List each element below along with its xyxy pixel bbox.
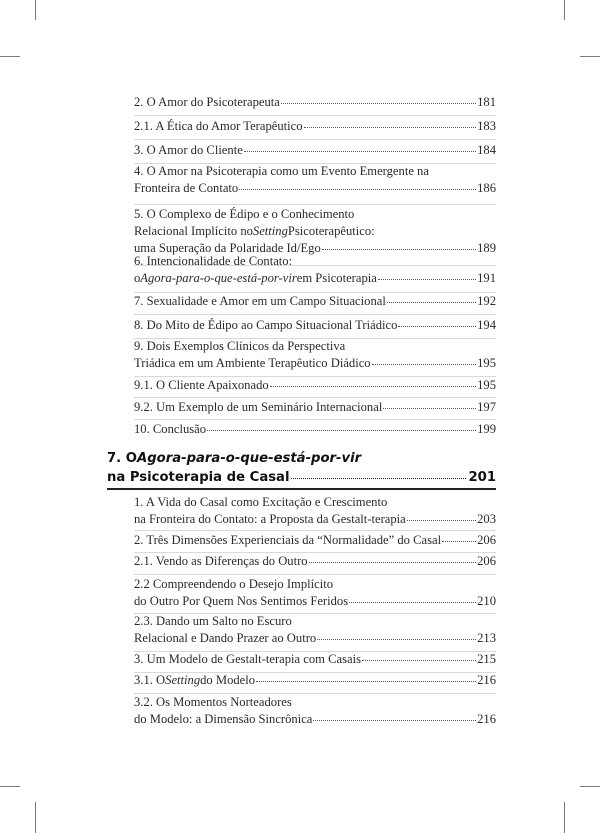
toc-page-number: 192 [477,294,496,308]
toc-entry-title: Psicoterapêutico: [287,224,375,238]
toc-entry-title: Relacional Implícito no [134,224,253,238]
toc-entry-title: 2.2 Compreendendo o Desejo Implícito [134,577,334,591]
toc-entry-title: Relacional e Dando Prazer ao Outro [134,631,317,645]
chapter-page-number: 201 [468,470,496,485]
toc-page-number: 195 [477,378,496,392]
toc-entry [134,206,496,257]
toc-entry [134,553,496,570]
toc-page-number: 194 [477,318,496,332]
toc-entry [134,399,496,416]
toc-entry-title: na Fronteira do Contato: a Proposta da Gestalt-terapia [134,512,406,526]
toc-page-number: 210 [477,594,496,608]
toc-entry-title: do Modelo [200,673,256,687]
toc-entry-title: 5. O Complexo de Édipo e o Conhecimento [134,207,355,221]
toc-entry-title: 3.2. Os Momentos Norteadores [134,695,292,709]
toc-italic-term: Agora-para-o-que-está-por-vir [140,271,297,285]
chapter-prefix: 7. O [107,451,137,466]
toc-entry [134,163,496,197]
toc-entry-title: Triádica em um Ambiente Terapêutico Diádico [134,356,371,370]
toc-entry [134,651,496,668]
toc-page-number: 191 [477,271,496,285]
toc-entry [134,142,496,159]
toc-entry-title: 4. O Amor na Psicoterapia como um Evento Emergente na [134,164,429,178]
toc-entry-title: 3.1. O [134,673,166,687]
toc-entry-title: 3. O Amor do Cliente [134,143,243,157]
toc-italic-term: Setting [165,673,201,687]
crop-mark [580,56,600,57]
toc-entry-title: 2.1. A Ética do Amor Terapêutico [134,119,303,133]
toc-page-number: 189 [477,241,496,255]
toc-page-number: 197 [477,400,496,414]
toc-entry-title: em Psicoterapia [296,271,377,285]
toc-page-number: 216 [477,712,496,726]
toc-entry-title: 9.1. O Cliente Apaixonado [134,378,269,392]
toc-entry-title: 1. A Vida do Casal como Excitação e Crescimento [134,495,388,509]
toc-entry [134,532,496,549]
toc-entry-title: 2. O Amor do Psicoterapeuta [134,95,280,109]
toc-page-number: 203 [477,512,496,526]
toc-page-number: 213 [477,631,496,645]
toc-entry [134,317,496,334]
toc-entry-title: 7. Sexualidade e Amor em um Campo Situacional [134,294,386,308]
crop-mark [35,0,36,20]
toc-entry-title: 2.3. Dando um Salto no Escuro [134,614,292,628]
toc-page-number: 206 [477,554,496,568]
toc-page-number: 186 [477,181,496,195]
toc-italic-term: Setting [252,224,288,238]
toc-entry-title: 6. Intencionalidade de Contato: [134,254,293,268]
toc-entry [134,576,496,610]
toc-entry [134,94,496,111]
toc-entry-title: o [134,271,141,285]
toc-entry [134,613,496,647]
toc-entry [134,253,496,287]
toc-entry-title: 8. Do Mito de Édipo ao Campo Situacional Triádico [134,318,398,332]
chapter-rule [107,488,496,490]
crop-mark [35,802,36,833]
toc-entry-title: Fronteira de Contato [134,181,239,195]
toc-entry [134,694,496,728]
toc-page-number: 215 [477,652,496,666]
toc-entry-title: 3. Um Modelo de Gestalt-terapia com Casais [134,652,361,666]
crop-mark [564,0,565,20]
toc-page-number: 216 [477,673,496,687]
crop-mark [0,56,20,57]
toc-entry-title: 2. Três Dimensões Experienciais da “Normalidade” do Casal [134,533,442,547]
toc-entry-title: 10. Conclusão [134,422,207,436]
crop-mark [564,802,565,833]
toc-entry [134,377,496,394]
toc-entry [134,672,496,689]
toc-entry [134,293,496,310]
crop-mark [0,786,20,787]
toc-page-number: 181 [477,95,496,109]
toc-entry [134,421,496,438]
toc-page-number: 184 [477,143,496,157]
toc-page-number: 195 [477,356,496,370]
crop-mark [580,786,600,787]
toc-page-number: 206 [477,533,496,547]
toc-entry-title: 9. Dois Exemplos Clínicos da Perspectiva [134,339,346,353]
toc-entry [134,494,496,528]
toc-entry-title: 9.2. Um Exemplo de um Seminário Internacional [134,400,383,414]
chapter-heading [107,449,496,487]
toc-entry-title: do Modelo: a Dimensão Sincrônica [134,712,313,726]
chapter-italic-title: Agora-para-o-que-está-por-vir [137,451,362,466]
toc-entry-title: do Outro Por Quem Nos Sentimos Feridos [134,594,349,608]
toc-entry-title: uma Superação da Polaridade Id/Ego [134,241,321,255]
toc-entry [134,118,496,135]
chapter-title: na Psicoterapia de Casal [107,470,290,485]
toc-page-number: 199 [477,422,496,436]
toc-entry [134,338,496,372]
toc-page-number: 183 [477,119,496,133]
toc-entry-title: 2.1. Vendo as Diferenças do Outro [134,554,308,568]
